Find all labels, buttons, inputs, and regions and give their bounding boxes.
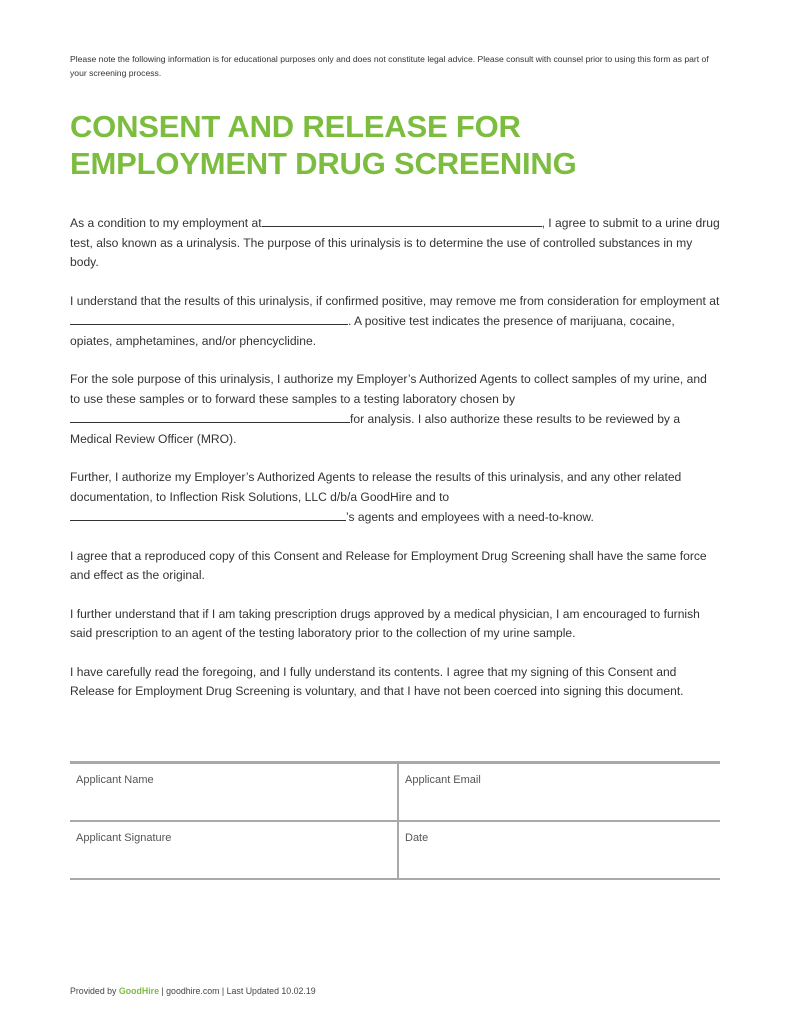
title-line-1: CONSENT AND RELEASE FOR (70, 109, 521, 144)
paragraph-text: , I agree to submit to a urine drug test, also known as a urinalysis. The purpose of this urinalysis is to determine the use of controlled substances in my body. (70, 216, 720, 269)
footer-details: | goodhire.com | Last Updated 10.02.19 (158, 986, 316, 996)
paragraph-employment-condition (70, 213, 720, 273)
title-line-2: EMPLOYMENT DRUG SCREENING (70, 146, 577, 181)
applicant-form-table (70, 761, 720, 880)
paragraph-text: Further, I authorize my Employer’s Authorized Agents to release the results of this urinalysis, and any other related documentation, to Inflection Risk Solutions, LLC d/b/a GoodHire and to (70, 470, 682, 504)
date-label: Date (405, 832, 429, 844)
paragraph-release (70, 468, 720, 528)
footer-brand: GoodHire (118, 986, 159, 996)
laboratory-chooser-blank[interactable] (70, 409, 350, 423)
recipient-name-blank[interactable] (70, 507, 346, 521)
page-title (70, 108, 577, 182)
paragraph-text: ’s agents and employees with a need-to-know. (346, 510, 594, 524)
paragraph-acknowledgement: I have carefully read the foregoing, and I fully understand its contents. I agree that my signing of this Consent and Release for Employment Drug Screening is voluntary, and that I have not been coerced into signing this document. (70, 664, 684, 698)
employer-name-blank-2[interactable] (70, 311, 348, 325)
applicant-signature-field[interactable] (70, 822, 399, 878)
paragraph-text: I understand that the results of this urinalysis, if confirmed positive, may remove me from consideration for employment at (70, 293, 720, 308)
applicant-email-label: Applicant Email (405, 774, 481, 786)
applicant-signature-label: Applicant Signature (76, 832, 172, 844)
applicant-email-field[interactable] (399, 764, 720, 820)
form-row (70, 764, 720, 822)
paragraph-text: As a condition to my employment at (70, 216, 262, 230)
page-footer (70, 986, 316, 996)
applicant-name-field[interactable] (70, 764, 399, 820)
paragraph-text: for analysis. I also authorize these results to be reviewed by a Medical Review Officer (MRO). (70, 412, 681, 446)
paragraph-authorization (70, 370, 720, 449)
applicant-name-label: Applicant Name (76, 774, 154, 786)
legal-disclaimer: Please note the following information is for educational purposes only and does not constitute legal advice. Please consult with counsel prior to using this form as part of your screening process. (70, 54, 709, 78)
paragraph-prescription: I further understand that if I am taking prescription drugs approved by a medical physician, I am encouraged to furnish said prescription to an agent of the testing laboratory prior to the collection of my urine sample. (70, 606, 700, 640)
paragraph-results-understanding (70, 292, 720, 352)
form-row (70, 822, 720, 880)
consent-body (70, 213, 720, 721)
paragraph-text: . A positive test indicates the presence of marijuana, cocaine, opiates, amphetamines, and/or phencyclidine. (70, 314, 675, 348)
footer-provided-by: Provided by (70, 986, 119, 996)
employer-name-blank[interactable] (262, 213, 542, 227)
paragraph-reproduced-copy: I agree that a reproduced copy of this Consent and Release for Employment Drug Screening shall have the same force and effect as the original. (70, 548, 707, 582)
paragraph-text: For the sole purpose of this urinalysis, I authorize my Employer’s Authorized Agents to collect samples of my urine, and to use these samples or to forward these samples to a testing laboratory chosen by (70, 372, 707, 406)
date-field[interactable] (399, 822, 720, 878)
